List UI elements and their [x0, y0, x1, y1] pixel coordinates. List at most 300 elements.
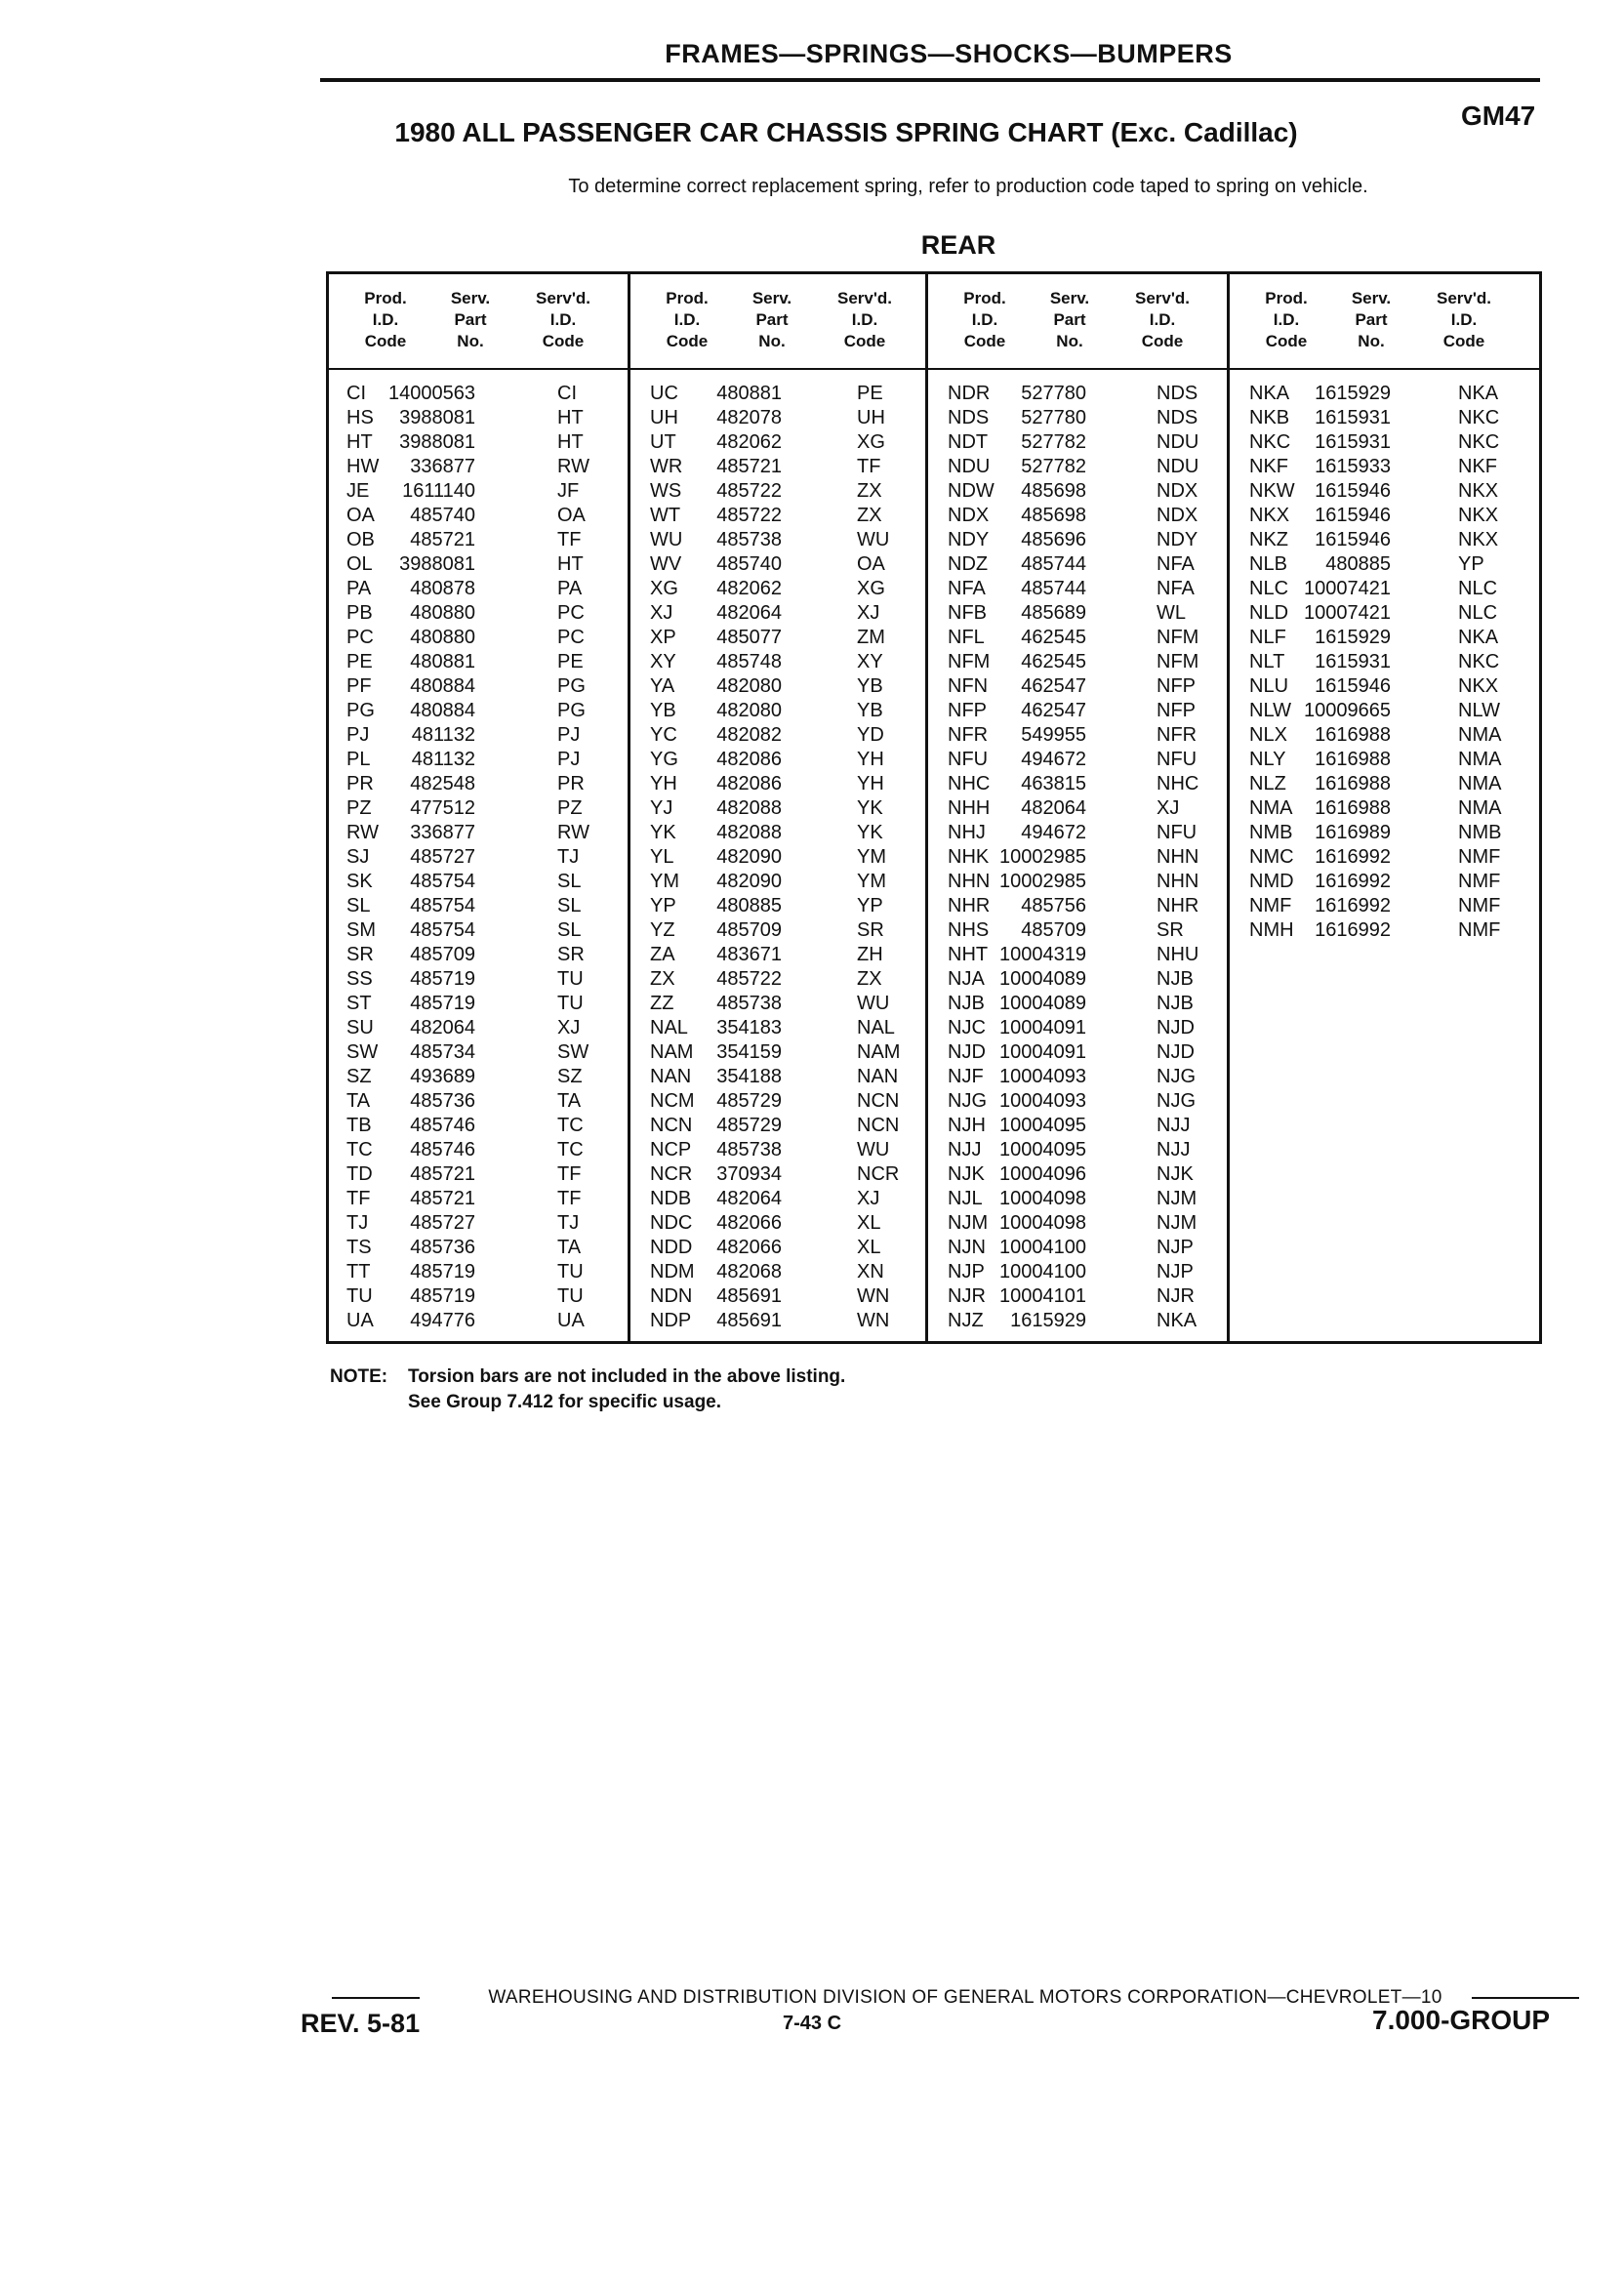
- service-part-number: 482066: [716, 1237, 782, 1258]
- prod-id-code: NDX: [948, 505, 990, 526]
- service-part-number: 482078: [716, 407, 782, 428]
- serviced-id-code: XJ: [1157, 797, 1180, 819]
- prod-id-code: NKW: [1249, 480, 1295, 502]
- table-row: [630, 992, 925, 1016]
- table-row: [928, 1309, 1227, 1333]
- service-part-number: 10004096: [999, 1163, 1086, 1185]
- column-header-line: No.: [758, 332, 786, 350]
- prod-id-code: OL: [346, 553, 373, 575]
- prod-id-code: NDP: [650, 1310, 692, 1331]
- prod-id-code: WV: [650, 553, 682, 575]
- column-header-line: Part: [454, 310, 487, 329]
- table-row: [329, 967, 628, 992]
- prod-id-code: NFA: [948, 578, 986, 599]
- service-part-number: 480885: [716, 895, 782, 916]
- column-header-line: I.D.: [971, 310, 998, 329]
- table-row: [329, 796, 628, 821]
- service-part-number: 10004089: [999, 968, 1086, 990]
- prod-id-code: SW: [346, 1041, 379, 1063]
- table-row: [928, 406, 1227, 430]
- column-header-part: [1322, 288, 1420, 352]
- table-row: [1230, 845, 1539, 870]
- table-row: [928, 699, 1227, 723]
- service-part-number: 482062: [716, 578, 782, 599]
- prod-id-code: NMH: [1249, 919, 1294, 941]
- prod-id-code: YM: [650, 871, 679, 892]
- table-row: [329, 406, 628, 430]
- serviced-id-code: NJM: [1157, 1188, 1198, 1209]
- service-part-number: 1616988: [1315, 773, 1391, 794]
- serviced-id-code: NHC: [1157, 773, 1199, 794]
- prod-id-code: NHT: [948, 944, 989, 965]
- serviced-id-code: YB: [857, 700, 883, 721]
- prod-id-code: PL: [346, 749, 371, 770]
- service-part-number: 485077: [716, 627, 782, 648]
- column-header-servd: [816, 288, 914, 352]
- serviced-id-code: TJ: [557, 846, 580, 868]
- prod-id-code: NHH: [948, 797, 991, 819]
- prod-id-code: NLW: [1249, 700, 1291, 721]
- table-row: [928, 1211, 1227, 1236]
- serviced-id-code: PC: [557, 627, 585, 648]
- column-header-line: I.D.: [673, 310, 701, 329]
- prod-id-code: NHS: [948, 919, 990, 941]
- service-part-number: 477512: [410, 797, 475, 819]
- service-part-number: 485719: [410, 1285, 475, 1307]
- table-row: [329, 1309, 628, 1333]
- serviced-id-code: TA: [557, 1090, 582, 1112]
- serviced-id-code: HT: [557, 407, 584, 428]
- prod-id-code: SK: [346, 871, 373, 892]
- service-part-number: 485691: [716, 1285, 782, 1307]
- prod-id-code: PR: [346, 773, 374, 794]
- serviced-id-code: TJ: [557, 1212, 580, 1234]
- prod-id-code: YA: [650, 675, 675, 697]
- serviced-id-code: CI: [557, 383, 577, 404]
- column-header-line: Serv.: [1351, 289, 1392, 307]
- table-row: [1230, 430, 1539, 455]
- table-row: [928, 967, 1227, 992]
- serviced-id-code: SR: [557, 944, 585, 965]
- prod-id-code: NKC: [1249, 431, 1291, 453]
- prod-id-code: UC: [650, 383, 678, 404]
- table-row: [630, 601, 925, 626]
- prod-id-code: NKF: [1249, 456, 1288, 477]
- prod-id-code: NDT: [948, 431, 989, 453]
- service-part-number: 485722: [716, 480, 782, 502]
- serviced-id-code: TC: [557, 1139, 584, 1160]
- serviced-id-code: UH: [857, 407, 885, 428]
- serviced-id-code: XL: [857, 1237, 881, 1258]
- prod-id-code: YZ: [650, 919, 675, 941]
- service-part-number: 485689: [1021, 602, 1086, 624]
- service-part-number: 1615929: [1315, 383, 1391, 404]
- prod-id-code: NLC: [1249, 578, 1289, 599]
- table-row: [928, 1162, 1227, 1187]
- service-part-number: 482068: [716, 1261, 782, 1282]
- column-header-line: Code: [542, 332, 585, 350]
- serviced-id-code: NFP: [1157, 675, 1196, 697]
- table-row: [928, 1065, 1227, 1089]
- column-header-part: [1021, 288, 1118, 352]
- serviced-id-code: XG: [857, 431, 885, 453]
- table-row: [928, 430, 1227, 455]
- column-header-line: Serv.: [1049, 289, 1090, 307]
- serviced-id-code: NFM: [1157, 651, 1199, 672]
- prod-id-code: NDC: [650, 1212, 693, 1234]
- service-part-number: 10004100: [999, 1261, 1086, 1282]
- note: [330, 1364, 845, 1415]
- serviced-id-code: SW: [557, 1041, 589, 1063]
- column-header-line: Code: [364, 332, 407, 350]
- serviced-id-code: YK: [857, 797, 883, 819]
- serviced-id-code: NHU: [1157, 944, 1199, 965]
- serviced-id-code: NFU: [1157, 749, 1198, 770]
- service-part-number: 1615929: [1315, 627, 1391, 648]
- prod-id-code: NDY: [948, 529, 990, 550]
- table-row: [329, 626, 628, 650]
- prod-id-code: NJL: [948, 1188, 983, 1209]
- serviced-id-code: YM: [857, 846, 886, 868]
- table-row: [630, 918, 925, 943]
- prod-id-code: YP: [650, 895, 676, 916]
- table-row: [630, 1040, 925, 1065]
- serviced-id-code: NJD: [1157, 1017, 1195, 1038]
- table-row: [329, 479, 628, 504]
- table-row: [928, 577, 1227, 601]
- column-header-line: Serv.: [751, 289, 792, 307]
- table-row: [1230, 528, 1539, 552]
- column-header-prod: [1238, 288, 1335, 352]
- serviced-id-code: NKF: [1458, 456, 1497, 477]
- prod-id-code: PF: [346, 675, 372, 697]
- serviced-id-code: ZX: [857, 480, 882, 502]
- serviced-id-code: NJD: [1157, 1041, 1195, 1063]
- serviced-id-code: NMF: [1458, 846, 1501, 868]
- prod-id-code: NJA: [948, 968, 985, 990]
- prod-id-code: WU: [650, 529, 683, 550]
- service-part-number: 480881: [410, 651, 475, 672]
- table-header: [630, 274, 925, 370]
- prod-id-code: YG: [650, 749, 678, 770]
- service-part-number: 485698: [1021, 505, 1086, 526]
- serviced-id-code: NDU: [1157, 431, 1199, 453]
- service-part-number: 1616988: [1315, 724, 1391, 746]
- table-group: [329, 274, 630, 1341]
- service-part-number: 1616992: [1315, 846, 1391, 868]
- table-row: [329, 1260, 628, 1284]
- serviced-id-code: YH: [857, 773, 884, 794]
- service-part-number: 480885: [1325, 553, 1391, 575]
- serviced-id-code: SR: [857, 919, 884, 941]
- group-label: 7.000-GROUP: [1372, 2005, 1551, 2035]
- table-header: [329, 274, 628, 370]
- service-part-number: 10004319: [999, 944, 1086, 965]
- column-header-line: No.: [457, 332, 484, 350]
- service-part-number: 485691: [716, 1310, 782, 1331]
- service-part-number: 462545: [1021, 651, 1086, 672]
- prod-id-code: ZA: [650, 944, 675, 965]
- service-part-number: 494672: [1021, 822, 1086, 843]
- table-row: [329, 723, 628, 748]
- table-row: [630, 1016, 925, 1040]
- service-part-number: 485722: [716, 505, 782, 526]
- table-row: [630, 772, 925, 796]
- table-row: [928, 1114, 1227, 1138]
- prod-id-code: WR: [650, 456, 683, 477]
- serviced-id-code: PA: [557, 578, 583, 599]
- table-row: [928, 845, 1227, 870]
- service-part-number: 336877: [410, 456, 475, 477]
- prod-id-code: NFU: [948, 749, 989, 770]
- service-part-number: 481132: [411, 749, 475, 770]
- service-part-number: 10004089: [999, 993, 1086, 1014]
- table-row: [329, 845, 628, 870]
- serviced-id-code: XJ: [857, 602, 880, 624]
- serviced-id-code: NHN: [1157, 846, 1199, 868]
- serviced-id-code: NKA: [1458, 627, 1499, 648]
- service-part-number: 485744: [1021, 553, 1086, 575]
- prod-id-code: NDU: [948, 456, 991, 477]
- table-row: [329, 455, 628, 479]
- service-part-number: 482062: [716, 431, 782, 453]
- table-header: [928, 274, 1227, 370]
- serviced-id-code: NCR: [857, 1163, 900, 1185]
- service-part-number: 485719: [410, 968, 475, 990]
- prod-id-code: SM: [346, 919, 376, 941]
- serviced-id-code: NJR: [1157, 1285, 1195, 1307]
- table-row: [630, 894, 925, 918]
- serviced-id-code: NMA: [1458, 749, 1502, 770]
- table-row: [329, 1211, 628, 1236]
- prod-id-code: NLT: [1249, 651, 1285, 672]
- service-part-number: 10004101: [999, 1285, 1086, 1307]
- table-row: [928, 601, 1227, 626]
- table-row: [1230, 601, 1539, 626]
- column-header-line: Part: [755, 310, 789, 329]
- table-header: [1230, 274, 1539, 370]
- column-header-line: Prod.: [666, 289, 709, 307]
- table-row: [329, 1089, 628, 1114]
- prod-id-code: HW: [346, 456, 380, 477]
- service-part-number: 10004093: [999, 1066, 1086, 1087]
- column-header-part: [422, 288, 519, 352]
- table-row: [630, 1284, 925, 1309]
- prod-id-code: NLU: [1249, 675, 1289, 697]
- table-row: [630, 1162, 925, 1187]
- service-part-number: 549955: [1021, 724, 1086, 746]
- service-part-number: 483671: [716, 944, 782, 965]
- serviced-id-code: HT: [557, 431, 584, 453]
- column-header-line: Code: [963, 332, 1006, 350]
- service-part-number: 485721: [716, 456, 782, 477]
- service-part-number: 1616988: [1315, 797, 1391, 819]
- service-part-number: 485721: [410, 529, 475, 550]
- service-part-number: 494776: [410, 1310, 475, 1331]
- prod-id-code: NMC: [1249, 846, 1294, 868]
- table-row: [630, 943, 925, 967]
- prod-id-code: SR: [346, 944, 374, 965]
- table-row: [329, 772, 628, 796]
- table-row: [1230, 626, 1539, 650]
- table-row: [630, 1187, 925, 1211]
- table-row: [329, 1284, 628, 1309]
- service-part-number: 482086: [716, 749, 782, 770]
- table-row: [928, 1016, 1227, 1040]
- table-row: [329, 382, 628, 406]
- table-row: [329, 1138, 628, 1162]
- table-row: [1230, 674, 1539, 699]
- column-header-line: I.D.: [851, 310, 878, 329]
- column-header-part: [723, 288, 821, 352]
- prod-id-code: YL: [650, 846, 674, 868]
- prod-id-code: NLD: [1249, 602, 1289, 624]
- serviced-id-code: YP: [857, 895, 883, 916]
- column-header-prod: [638, 288, 736, 352]
- table-row: [1230, 504, 1539, 528]
- service-part-number: 354183: [716, 1017, 782, 1038]
- serviced-id-code: SZ: [557, 1066, 583, 1087]
- table-row: [630, 1309, 925, 1333]
- table-row: [928, 1089, 1227, 1114]
- column-header-line: I.D.: [1149, 310, 1176, 329]
- prod-id-code: YK: [650, 822, 676, 843]
- serviced-id-code: SL: [557, 871, 582, 892]
- service-part-number: 482064: [410, 1017, 475, 1038]
- table-row: [1230, 552, 1539, 577]
- serviced-id-code: PR: [557, 773, 585, 794]
- prod-id-code: SJ: [346, 846, 370, 868]
- column-header-line: Part: [1355, 310, 1388, 329]
- service-part-number: 481132: [411, 724, 475, 746]
- serviced-id-code: YH: [857, 749, 884, 770]
- serviced-id-code: NKX: [1458, 675, 1499, 697]
- serviced-id-code: NKA: [1458, 383, 1499, 404]
- table-row: [1230, 870, 1539, 894]
- table-row: [1230, 723, 1539, 748]
- service-part-number: 1616988: [1315, 749, 1391, 770]
- serviced-id-code: UA: [557, 1310, 585, 1331]
- service-part-number: 480881: [716, 383, 782, 404]
- table-row: [329, 1236, 628, 1260]
- service-part-number: 10004098: [999, 1212, 1086, 1234]
- service-part-number: 1615931: [1315, 407, 1391, 428]
- service-part-number: 493689: [410, 1066, 475, 1087]
- service-part-number: 462547: [1021, 675, 1086, 697]
- serviced-id-code: NDS: [1157, 407, 1198, 428]
- column-header-line: No.: [1358, 332, 1385, 350]
- column-header-line: Serv'd.: [836, 289, 892, 307]
- service-part-number: 482064: [716, 1188, 782, 1209]
- service-part-number: 485738: [716, 1139, 782, 1160]
- prod-id-code: NLB: [1249, 553, 1287, 575]
- table-row: [928, 479, 1227, 504]
- service-part-number: 463815: [1021, 773, 1086, 794]
- table-row: [1230, 918, 1539, 943]
- table-row: [329, 504, 628, 528]
- table-row: [928, 796, 1227, 821]
- prod-id-code: PA: [346, 578, 372, 599]
- prod-id-code: OB: [346, 529, 375, 550]
- serviced-id-code: NJP: [1157, 1261, 1194, 1282]
- service-part-number: 494672: [1021, 749, 1086, 770]
- prod-id-code: NFR: [948, 724, 989, 746]
- serviced-id-code: PG: [557, 675, 586, 697]
- service-part-number: 485736: [410, 1237, 475, 1258]
- serviced-id-code: NKX: [1458, 505, 1499, 526]
- prod-id-code: NAM: [650, 1041, 694, 1063]
- prod-id-code: NJB: [948, 993, 985, 1014]
- serviced-id-code: OA: [857, 553, 885, 575]
- serviced-id-code: TF: [857, 456, 881, 477]
- service-part-number: 485727: [410, 846, 475, 868]
- service-part-number: 10004091: [999, 1041, 1086, 1063]
- service-part-number: 1615946: [1315, 529, 1391, 550]
- table-row: [630, 967, 925, 992]
- service-part-number: 485740: [410, 505, 475, 526]
- prod-id-code: SS: [346, 968, 373, 990]
- prod-id-code: XG: [650, 578, 678, 599]
- column-header-line: I.D.: [1450, 310, 1478, 329]
- service-part-number: 485729: [716, 1115, 782, 1136]
- service-part-number: 10004098: [999, 1188, 1086, 1209]
- table-row: [630, 796, 925, 821]
- table-row: [928, 528, 1227, 552]
- serviced-id-code: NHN: [1157, 871, 1199, 892]
- column-header-servd: [1415, 288, 1513, 352]
- table-row: [329, 528, 628, 552]
- prod-id-code: NFM: [948, 651, 991, 672]
- service-part-number: 370934: [716, 1163, 782, 1185]
- table-row: [329, 699, 628, 723]
- service-part-number: 1615946: [1315, 675, 1391, 697]
- table-row: [630, 870, 925, 894]
- prod-id-code: NJH: [948, 1115, 986, 1136]
- footer-distribution: WAREHOUSING AND DISTRIBUTION DIVISION OF GENERAL MOTORS CORPORATION—CHEVROLET—10: [488, 1987, 1442, 2008]
- serviced-id-code: NKX: [1458, 529, 1499, 550]
- service-part-number: 485719: [410, 1261, 475, 1282]
- table-row: [329, 894, 628, 918]
- table-row: [630, 845, 925, 870]
- prod-id-code: NLY: [1249, 749, 1286, 770]
- serviced-id-code: YP: [1458, 553, 1484, 575]
- prod-id-code: TC: [346, 1139, 373, 1160]
- serviced-id-code: WN: [857, 1285, 890, 1307]
- service-part-number: 485754: [410, 871, 475, 892]
- table-row: [1230, 577, 1539, 601]
- table-row: [329, 1187, 628, 1211]
- header-rule: [320, 78, 1540, 82]
- prod-id-code: UA: [346, 1310, 374, 1331]
- prod-id-code: PC: [346, 627, 374, 648]
- prod-id-code: YJ: [650, 797, 673, 819]
- table-row: [630, 382, 925, 406]
- serviced-id-code: YB: [857, 675, 883, 697]
- section-header: FRAMES—SPRINGS—SHOCKS—BUMPERS: [665, 39, 1233, 68]
- serviced-id-code: YM: [857, 871, 886, 892]
- table-row: [1230, 455, 1539, 479]
- table-row: [630, 528, 925, 552]
- table-row: [928, 1138, 1227, 1162]
- prod-id-code: NHN: [948, 871, 991, 892]
- prod-id-code: NKZ: [1249, 529, 1288, 550]
- service-part-number: 485722: [716, 968, 782, 990]
- service-part-number: 480878: [410, 578, 475, 599]
- prod-id-code: NJD: [948, 1041, 986, 1063]
- service-part-number: 485696: [1021, 529, 1086, 550]
- prod-id-code: JE: [346, 480, 370, 502]
- service-part-number: 482064: [716, 602, 782, 624]
